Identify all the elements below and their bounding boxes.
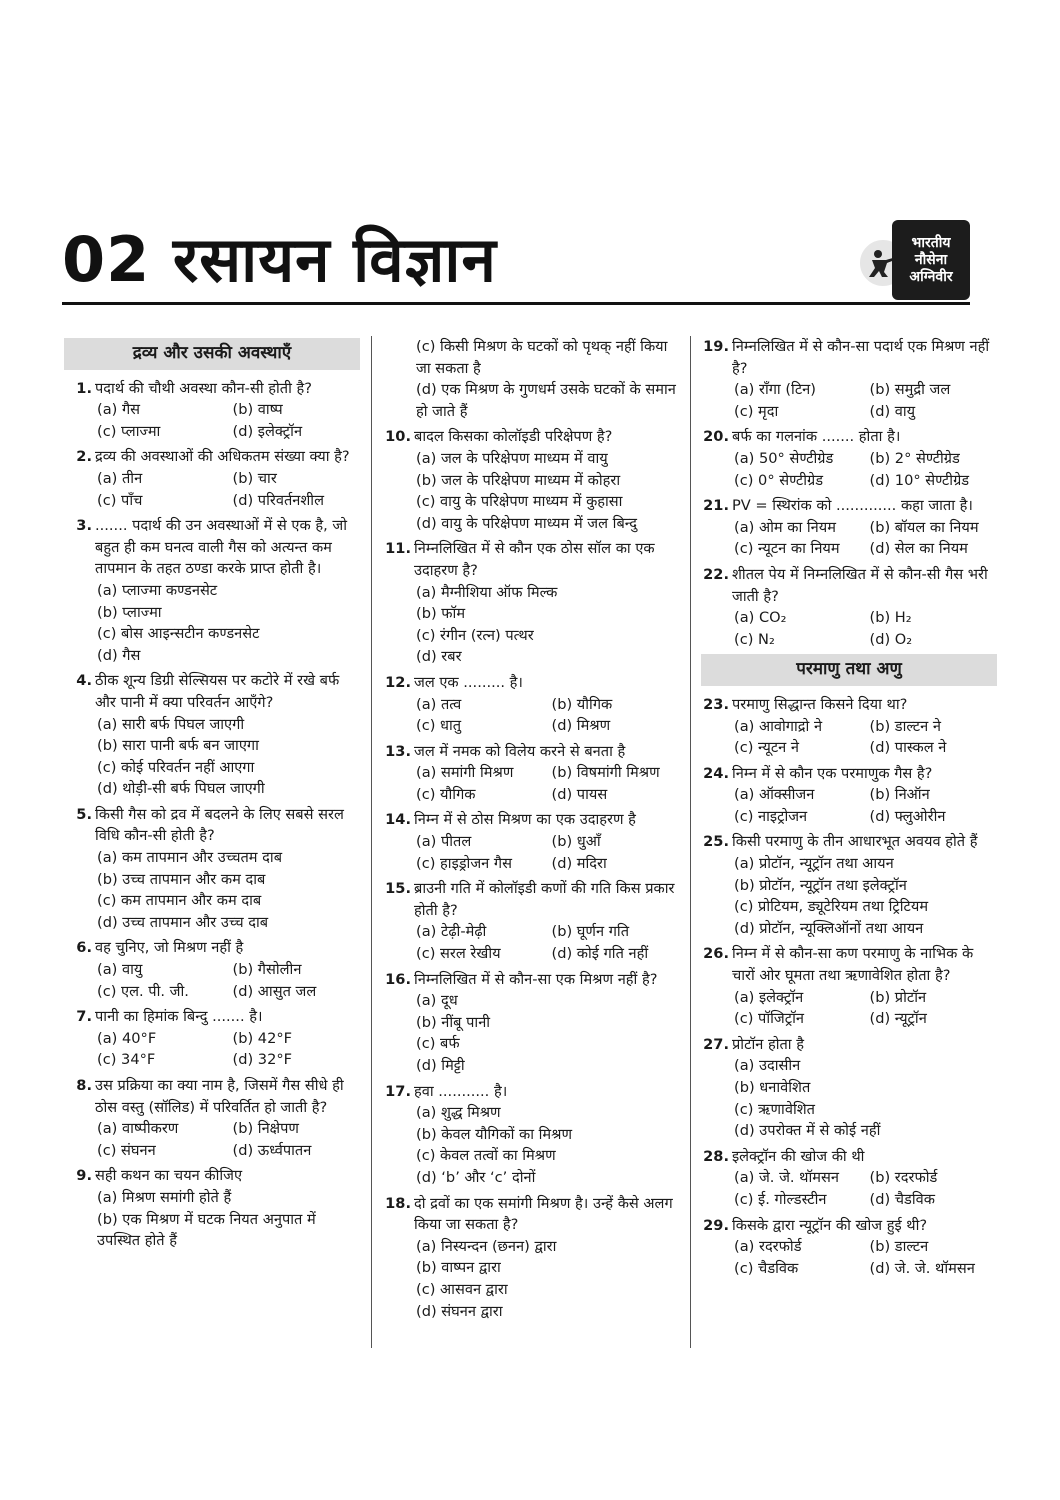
option-b: (b) धनावेशित	[734, 1079, 811, 1096]
option-a: (a) शुद्ध मिश्रण	[416, 1104, 501, 1122]
option-b: (b) फॉम	[416, 605, 466, 623]
question-number: 14.	[385, 811, 411, 829]
title-rule	[62, 302, 970, 305]
option-b: (b) उच्च तापमान और कम दाब	[97, 870, 266, 888]
option-a: (a) तत्व	[416, 695, 462, 713]
question-text: बर्फ का गलनांक ....... होता है।	[732, 428, 901, 446]
column-3	[701, 336, 997, 1283]
question-25	[701, 831, 997, 939]
question-26	[701, 943, 997, 1029]
question-text: द्रव्य की अवस्थाओं की अधिकतम संख्या क्या है?	[95, 448, 350, 466]
question-text: किसके द्वारा न्यूट्रॉन की खोज हुई थी?	[732, 1216, 928, 1234]
option-c: (c) किसी मिश्रण के घटकों को पृथक् नहीं किया जा सकता है	[416, 338, 668, 377]
question-text: परमाणु सिद्धान्त किसने दिया था?	[732, 695, 908, 713]
option-a: (a) तीन	[97, 469, 143, 487]
option-b: (b) डाल्टन ने	[869, 717, 941, 735]
option-b: (b) डाल्टन	[869, 1238, 929, 1256]
question-number: 27.	[703, 1035, 729, 1053]
option-b: (b) केवल यौगिकों का मिश्रण	[416, 1125, 573, 1143]
option-a: (a) वाष्पीकरण	[97, 1120, 179, 1138]
option-c: (c) सरल रेखीय	[416, 945, 501, 963]
option-d: (d) चैडविक	[869, 1190, 935, 1208]
option-c: (c) मृदा	[734, 402, 779, 420]
option-b: (b) एक मिश्रण में घटक नियत अनुपात में उपस्थित होते हैं	[97, 1210, 316, 1250]
question-number: 8.	[76, 1077, 92, 1094]
option-a: (a) ओम का नियम	[734, 518, 836, 536]
question-number: 25.	[703, 833, 729, 851]
option-b: (b) विषमांगी मिश्रण	[551, 764, 660, 782]
option-d: (d) वायु	[869, 402, 916, 420]
option-c: (c) धातु	[416, 717, 462, 735]
option-d: (d) 32°F	[232, 1051, 293, 1069]
question-text: दो द्रवों का एक समांगी मिश्रण है। उन्हें कैसे अलग किया जा सकता है?	[414, 1194, 673, 1234]
question-19	[701, 336, 997, 422]
question-text: पानी का हिमांक बिन्दु ....... है।	[95, 1008, 263, 1026]
option-c: (c) चैडविक	[734, 1259, 799, 1277]
option-a: (a) CO₂	[734, 609, 787, 627]
option-b: (b) नींबू पानी	[416, 1013, 491, 1031]
option-c: (c) पाँच	[97, 491, 143, 509]
option-d: (d) मदिरा	[551, 854, 607, 872]
option-c: (c) संघनन	[97, 1141, 156, 1159]
option-a: (a) प्लाज्मा कण्डनसेट	[97, 581, 218, 599]
question-1	[64, 378, 360, 443]
option-d: (d) 10° सेण्टीग्रेड	[869, 471, 970, 489]
option-d: (d) पायस	[551, 785, 608, 803]
option-b: (b) प्रोटॉन, न्यूट्रॉन तथा इलेक्ट्रॉन	[734, 876, 907, 894]
option-c: (c) यौगिक	[416, 785, 476, 803]
option-b: (b) वाष्प	[232, 401, 283, 419]
option-d: (d) वायु के परिक्षेपण माध्यम में जल बिन्दु	[416, 514, 638, 532]
logo-line-1: भारतीय	[911, 234, 951, 251]
option-d: (d) गैस	[97, 646, 141, 664]
option-a: (a) टेढ़ी-मेढ़ी	[416, 923, 487, 941]
option-a: (a) पीतल	[416, 833, 472, 851]
section-heading: परमाणु तथा अणु	[701, 654, 997, 686]
question-number: 26.	[703, 945, 729, 963]
question-text: ....... पदार्थ की उन अवस्थाओं में से एक है, जो बहुत ही कम घनत्व वाली गैस को अत्यन्त कम तापमान के तहत ठण्डा करके प्राप्त होती है।	[95, 517, 347, 578]
question-number: 24.	[703, 764, 729, 782]
question-text: बादल किसका कोलॉइडी परिक्षेपण है?	[414, 428, 613, 446]
question-8	[64, 1075, 360, 1161]
question-number: 11.	[385, 540, 411, 558]
option-b: (b) बॉयल का नियम	[869, 518, 979, 536]
question-number: 6.	[76, 939, 92, 957]
question-number: 20.	[703, 428, 729, 446]
question-text: वह चुनिए, जो मिश्रण नहीं है	[95, 939, 244, 957]
question-23	[701, 694, 997, 759]
question-27	[701, 1034, 997, 1142]
question-3	[64, 515, 360, 666]
option-c: (c) N₂	[734, 630, 775, 648]
question-29	[701, 1215, 997, 1280]
option-c: (c) ई. गोल्डस्टीन	[734, 1190, 827, 1208]
option-a: (a) समांगी मिश्रण	[416, 764, 514, 782]
option-c: (c) न्यूटन का नियम	[734, 540, 840, 558]
option-c: (c) कोई परिवर्तन नहीं आएगा	[97, 758, 255, 776]
question-number: 23.	[703, 695, 729, 713]
question-text: जल में नमक को विलेय करने से बनता है	[414, 742, 626, 760]
option-d: (d) एक मिश्रण के गुणधर्म उसके घटकों के समान हो जाते हैं	[416, 381, 676, 420]
option-b: (b) धुआँ	[551, 833, 601, 851]
option-b: (b) H₂	[869, 609, 912, 627]
option-b: (b) प्लाज्मा	[97, 603, 162, 621]
question-9	[64, 1165, 360, 1251]
option-a: (a) ऑक्सीजन	[734, 786, 815, 804]
option-a: (a) 50° सेण्टीग्रेड	[734, 449, 834, 467]
option-b: (b) निऑन	[869, 786, 930, 804]
question-22	[701, 564, 997, 650]
question-text: ठीक शून्य डिग्री सेल्सियस पर कटोरे में रखे बर्फ और पानी में क्या परिवर्तन आएँगे?	[95, 672, 340, 711]
option-d: (d) उच्च तापमान और उच्च दाब	[97, 913, 269, 931]
option-c: (c) पॉजिट्रॉन	[734, 1010, 804, 1028]
option-c: (c) नाइट्रोजन	[734, 807, 808, 825]
option-c: (c) ऋणावेशित	[734, 1100, 815, 1118]
logo-line-3: अग्निवीर	[909, 268, 953, 285]
option-b: (b) सारा पानी बर्फ बन जाएगा	[97, 737, 259, 755]
question-10	[383, 426, 679, 534]
option-d: (d) परिवर्तनशील	[232, 491, 324, 509]
option-d: (d) आसुत जल	[232, 982, 317, 1000]
question-number: 18.	[385, 1194, 411, 1212]
option-d: (d) पास्कल ने	[869, 739, 947, 757]
option-a: (a) कम तापमान और उच्चतम दाब	[97, 849, 283, 867]
option-a: (a) रदरफोर्ड	[734, 1238, 802, 1256]
option-a: (a) उदासीन	[734, 1057, 801, 1075]
column-divider	[690, 336, 691, 1348]
question-number: 13.	[385, 742, 411, 760]
question-number: 21.	[703, 497, 729, 515]
question-number: 5.	[76, 805, 92, 823]
option-a: (a) राँगा (टिन)	[734, 381, 816, 399]
option-b: (b) यौगिक	[551, 695, 613, 713]
option-c: (c) 34°F	[97, 1051, 156, 1069]
question-number: 7.	[76, 1008, 92, 1026]
option-a: (a) सारी बर्फ पिघल जाएगी	[97, 715, 245, 733]
question-number: 28.	[703, 1147, 729, 1165]
question-number: 1.	[76, 379, 92, 397]
option-a: (a) जे. जे. थॉमसन	[734, 1169, 839, 1187]
question-text: उस प्रक्रिया का क्या नाम है, जिसमें गैस सीधे ही ठोस वस्तु (सॉलिड) में परिवर्तित हो जाती है?	[95, 1077, 344, 1116]
question-text: निम्न में से ठोस मिश्रण का एक उदाहरण है	[414, 811, 636, 829]
option-b: (b) 2° सेण्टीग्रेड	[869, 449, 960, 467]
question-9-continued	[383, 336, 679, 422]
option-c: (c) रंगीन (रत्न) पत्थर	[416, 626, 534, 644]
question-text: किसी गैस को द्रव में बदलने के लिए सबसे सरल विधि कौन-सी होती है?	[95, 805, 344, 845]
question-number: 12.	[385, 673, 411, 691]
option-b: (b) निक्षेपण	[232, 1120, 299, 1138]
option-d: (d) थोड़ी-सी बर्फ पिघल जाएगी	[97, 780, 265, 798]
question-24	[701, 763, 997, 828]
option-c: (c) बोस आइन्सटीन कण्डनसेट	[97, 625, 260, 643]
option-b: (b) जल के परिक्षेपण माध्यम में कोहरा	[416, 471, 621, 489]
option-b: (b) समुद्री जल	[869, 381, 951, 399]
option-a: (a) वायु	[97, 961, 143, 979]
column-1	[64, 336, 360, 1256]
question-number: 15.	[385, 880, 411, 898]
question-number: 4.	[76, 672, 92, 690]
question-number: 2.	[76, 448, 92, 466]
question-number: 19.	[703, 338, 729, 355]
option-c: (c) प्लाज्मा	[97, 422, 161, 440]
option-c: (c) केवल तत्वों का मिश्रण	[416, 1147, 556, 1165]
question-7	[64, 1006, 360, 1071]
option-b: (b) वाष्पन द्वारा	[416, 1259, 501, 1277]
option-c: (c) 0° सेण्टीग्रेड	[734, 471, 824, 489]
option-d: (d) फ्लुओरीन	[869, 807, 946, 825]
question-16	[383, 969, 679, 1077]
option-d: (d) सेल का नियम	[869, 540, 968, 558]
question-14	[383, 809, 679, 874]
option-c: (c) कम तापमान और कम दाब	[97, 892, 262, 910]
question-20	[701, 426, 997, 491]
option-c: (c) एल. पी. जी.	[97, 982, 189, 1000]
question-text: PV = स्थिरांक को ............. कहा जाता है।	[732, 497, 973, 515]
option-a: (a) प्रोटॉन, न्यूट्रॉन तथा आयन	[734, 855, 894, 873]
question-text: शीतल पेय में निम्नलिखित में से कौन-सी गैस भरी जाती है?	[732, 565, 988, 605]
question-text: प्रोटॉन होता है	[732, 1035, 804, 1053]
question-number: 9.	[76, 1167, 92, 1185]
question-12	[383, 672, 679, 737]
question-11	[383, 538, 679, 668]
option-d: (d) संघनन द्वारा	[416, 1302, 503, 1320]
option-c: (c) आसवन द्वारा	[416, 1280, 508, 1298]
question-5	[64, 804, 360, 934]
option-a: (a) जल के परिक्षेपण माध्यम में वायु	[416, 449, 608, 467]
option-d: (d) प्रोटॉन, न्यूक्लिऑनों तथा आयन	[734, 919, 924, 937]
navy-agniveer-logo	[858, 220, 970, 300]
option-a: (a) दूध	[416, 992, 458, 1010]
option-a: (a) मिश्रण समांगी होते हैं	[97, 1188, 232, 1206]
question-18	[383, 1193, 679, 1323]
option-c: (c) बर्फ	[416, 1035, 460, 1053]
question-text: पदार्थ की चौथी अवस्था कौन-सी होती है?	[95, 379, 312, 397]
question-text: जल एक ......... है।	[414, 673, 523, 691]
question-text: किसी परमाणु के तीन आधारभूत अवयव होते हैं	[732, 833, 978, 851]
question-number: 10.	[385, 428, 411, 446]
option-a: (a) इलेक्ट्रॉन	[734, 988, 804, 1006]
option-b: (b) घूर्णन गति	[551, 923, 630, 941]
option-d: (d) उपरोक्त में से कोई नहीं	[734, 1122, 881, 1140]
question-number: 16.	[385, 970, 411, 988]
option-a: (a) निस्यन्दन (छनन) द्वारा	[416, 1237, 557, 1255]
question-21	[701, 495, 997, 560]
section-heading: द्रव्य और उसकी अवस्थाएँ	[64, 338, 360, 370]
column-divider	[371, 336, 372, 1348]
question-text: निम्नलिखित में से कौन-सा एक मिश्रण नहीं है?	[414, 970, 658, 988]
option-b: (b) रदरफोर्ड	[869, 1169, 938, 1187]
question-number: 29.	[703, 1216, 729, 1234]
option-a: (a) गैस	[97, 401, 141, 419]
option-d: (d) न्यूट्रॉन	[869, 1010, 927, 1028]
question-17	[383, 1081, 679, 1189]
option-b: (b) 42°F	[232, 1029, 293, 1047]
option-d: (d) कोई गति नहीं	[551, 945, 649, 963]
logo-line-2: नौसेना	[914, 251, 948, 268]
question-number: 3.	[76, 517, 92, 535]
option-c: (c) वायु के परिक्षेपण माध्यम में कुहासा	[416, 493, 623, 511]
option-c: (c) हाइड्रोजन गैस	[416, 854, 512, 872]
question-15	[383, 878, 679, 964]
option-d: (d) मिश्रण	[551, 717, 611, 735]
question-6	[64, 937, 360, 1002]
question-28	[701, 1146, 997, 1211]
option-b: (b) गैसोलीन	[232, 961, 302, 979]
option-d: (d) O₂	[869, 630, 913, 648]
question-4	[64, 670, 360, 800]
question-number: 22.	[703, 565, 729, 583]
question-text: हवा ........... है।	[414, 1082, 508, 1100]
logo-text	[892, 220, 970, 300]
chapter-title: 02 रसायन विज्ञान	[62, 223, 497, 296]
option-d: (d) जे. जे. थॉमसन	[869, 1259, 975, 1277]
column-2	[383, 336, 679, 1326]
question-text: निम्नलिखित में से कौन एक ठोस सॉल का एक उदाहरण है?	[414, 540, 655, 579]
option-a: (a) मैग्नीशिया ऑफ मिल्क	[416, 583, 558, 601]
option-a: (a) आवोगाद्रो ने	[734, 717, 823, 735]
question-2	[64, 446, 360, 511]
option-a: (a) 40°F	[97, 1029, 157, 1047]
option-d: (d) रबर	[416, 648, 462, 666]
question-text: ब्राउनी गति में कोलॉइडी कणों की गति किस प्रकार होती है?	[414, 880, 675, 919]
question-text: निम्न में से कौन एक परमाणुक गैस है?	[732, 764, 933, 782]
question-text: निम्न में से कौन-सा कण परमाणु के नाभिक के चारों ओर घूमता तथा ऋणावेशित होता है?	[732, 945, 974, 985]
question-text: इलेक्ट्रॉन की खोज की थी	[732, 1147, 865, 1165]
option-d: (d) इलेक्ट्रॉन	[232, 422, 303, 440]
option-d: (d) मिट्टी	[416, 1057, 465, 1074]
option-b: (b) प्रोटॉन	[869, 988, 927, 1006]
question-number: 17.	[385, 1082, 411, 1100]
question-13	[383, 741, 679, 806]
option-d: (d) ऊर्ध्वपातन	[232, 1141, 312, 1159]
question-text: निम्नलिखित में से कौन-सा पदार्थ एक मिश्रण नहीं है?	[732, 338, 990, 377]
option-b: (b) चार	[232, 469, 277, 487]
option-c: (c) न्यूटन ने	[734, 739, 800, 757]
question-text: सही कथन का चयन कीजिए	[95, 1167, 243, 1185]
option-d: (d) ‘b’ और ‘c’ दोनों	[416, 1168, 536, 1186]
option-c: (c) प्रोटियम, ड्यूटेरियम तथा ट्रिटियम	[734, 898, 929, 916]
